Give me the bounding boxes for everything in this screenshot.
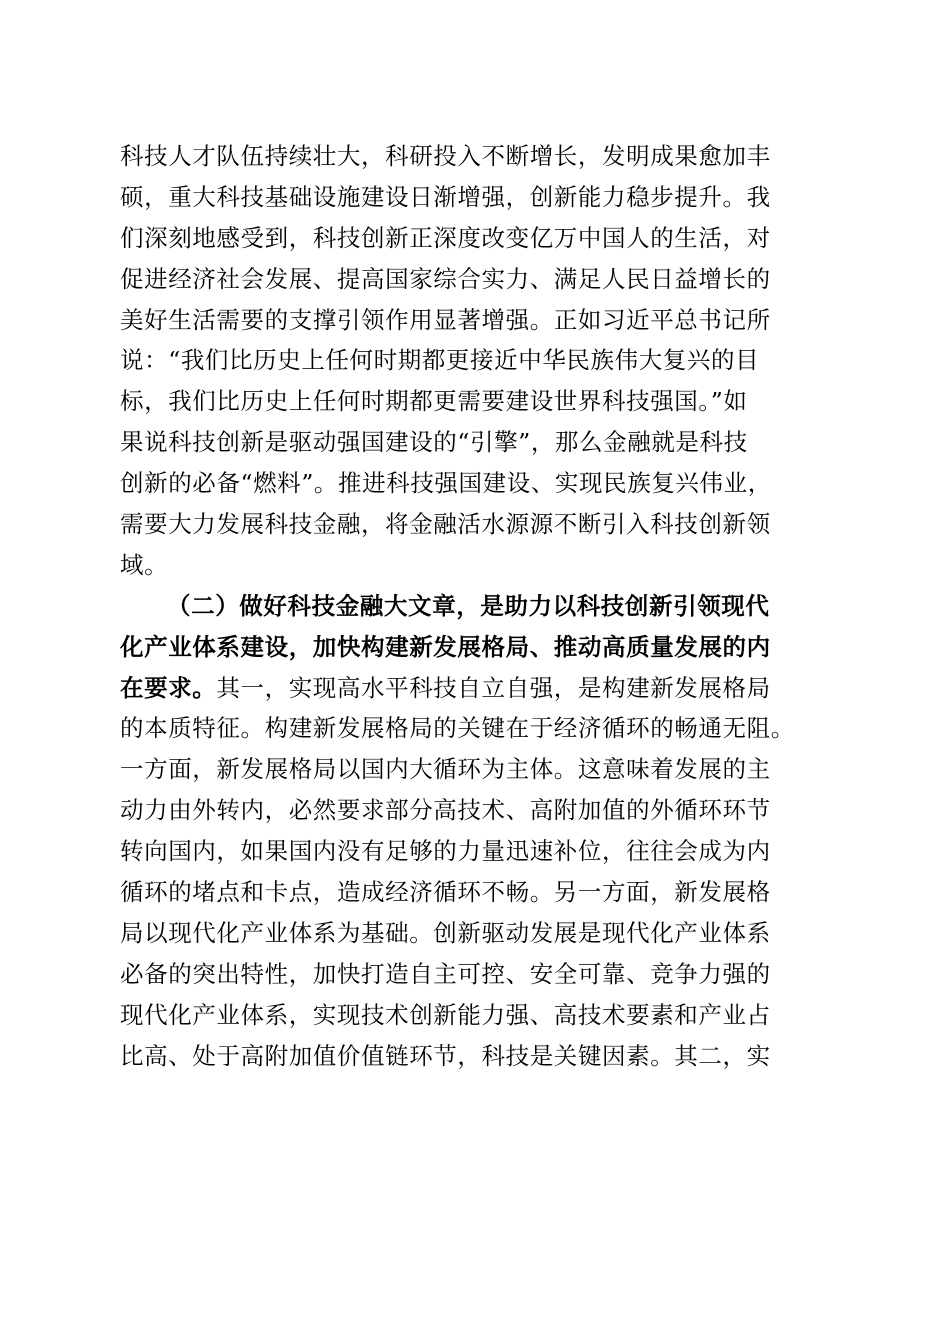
paragraph-2-line: 循环的堵点和卡点，造成经济循环不畅。另一方面，新发展格 xyxy=(120,878,771,907)
paragraph-1-line: 创新的必备“燃料”。推进科技强国建设、实现民族复兴伟业， xyxy=(120,469,772,498)
paragraph-2-line: 必备的突出特性，加快打造自主可控、安全可靠、竞争力强的 xyxy=(120,959,771,988)
paragraph-2-heading-line: （二）做好科技金融大文章，是助力以科技创新引领现代 xyxy=(167,591,770,620)
paragraph-1-line: 域。 xyxy=(120,550,169,579)
paragraph-2-text-start: 其一，实现高水平科技自立自强，是构建新发展格局 xyxy=(216,673,771,702)
paragraph-1-line: 美好生活需要的支撑引领作用显著增强。正如习近平总书记所 xyxy=(120,305,771,334)
paragraph-2-line: 比高、处于高附加值价值链环节，科技是关键因素。其二，实 xyxy=(120,1041,771,1070)
paragraph-1-line: 标，我们比历史上任何时期都更需要建设世界科技强国。”如 xyxy=(120,387,748,416)
paragraph-1-line: 果说科技创新是驱动强国建设的“引擎”，那么金融就是科技 xyxy=(120,428,748,457)
paragraph-1-line: 们深刻地感受到，科技创新正深度改变亿万中国人的生活，对 xyxy=(120,223,771,252)
paragraph-2-heading-end: 在要求。 xyxy=(120,673,217,702)
paragraph-2-line: 局以现代化产业体系为基础。创新驱动发展是现代化产业体系 xyxy=(120,918,771,947)
paragraph-2-line: 的本质特征。构建新发展格局的关键在于经济循环的畅通无阻。 xyxy=(120,714,795,743)
paragraph-1-line: 说：“我们比历史上任何时期都更接近中华民族伟大复兴的目 xyxy=(120,346,760,375)
paragraph-1-line: 需要大力发展科技金融，将金融活水源源不断引入科技创新领 xyxy=(120,510,771,539)
paragraph-2-heading-line: 化产业体系建设，加快构建新发展格局、推动高质量发展的内 xyxy=(120,632,771,661)
paragraph-2-line: 现代化产业体系，实现技术创新能力强、高技术要素和产业占 xyxy=(120,1000,771,1029)
paragraph-1-line: 促进经济社会发展、提高国家综合实力、满足人民日益增长的 xyxy=(120,264,771,293)
paragraph-1-line: 硕，重大科技基础设施建设日渐增强，创新能力稳步提升。我 xyxy=(120,182,771,211)
paragraph-2-line: 转向国内，如果国内没有足够的力量迅速补位，往往会成为内 xyxy=(120,837,771,866)
paragraph-2-line: 一方面，新发展格局以国内大循环为主体。这意味着发展的主 xyxy=(120,755,771,784)
paragraph-2-line: 动力由外转内，必然要求部分高技术、高附加值的外循环环节 xyxy=(120,796,771,825)
document-body xyxy=(120,136,832,1076)
paragraph-2-mixed-line xyxy=(120,668,832,709)
paragraph-1-line: 科技人才队伍持续壮大，科研投入不断增长，发明成果愈加丰 xyxy=(120,142,771,170)
